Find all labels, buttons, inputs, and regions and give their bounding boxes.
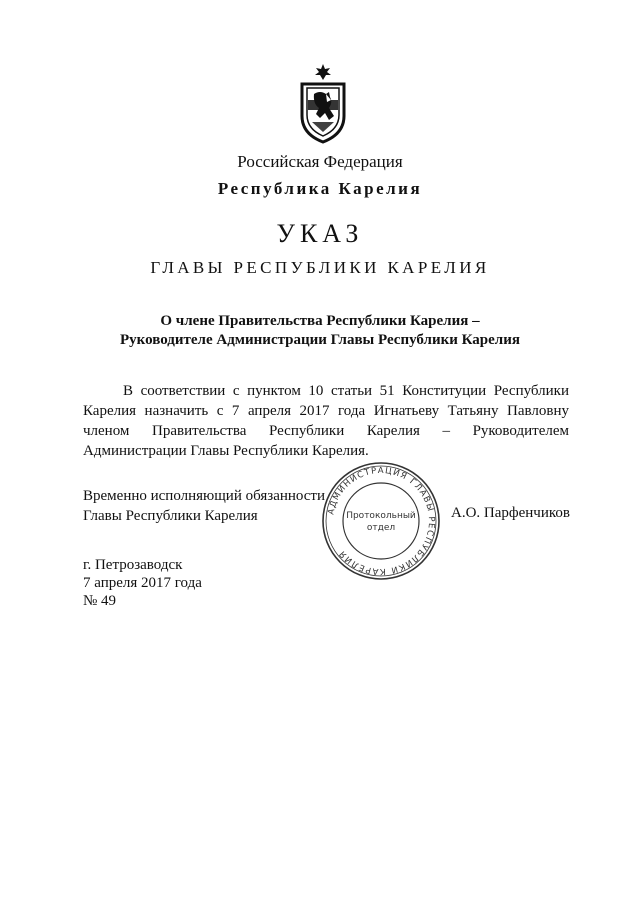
stamp-center-line-2: отдел [366,523,396,533]
seal-stamp-icon [320,460,442,582]
signatory-title-line-2: Главы Республики Карелия [83,508,258,524]
stamp-ring-text: АДМИНИСТРАЦИЯ ГЛАВЫ РЕСПУБЛИКИ КАРЕЛИЯ [326,465,437,577]
stamp-center-line-1: Протокольный [346,511,416,521]
issue-date: 7 апреля 2017 года [83,575,202,591]
decree-body-paragraph: В соответствии с пунктом 10 статьи 51 Конституции Республики Карелия назначить с 7 апреля 2017 года Игнатьеву Татьяну Павловну членом Правительства Республики Карелия – Руководителем Администрации Главы Республики Карелия. [83,383,569,459]
signatory-title-line-1: Временно исполняющий обязанности [83,488,326,504]
subject-line-1: О члене Правительства Республики Карелия – [160,313,480,329]
signatory-title [83,486,325,526]
issuer-heading: ГЛАВЫ РЕСПУБЛИКИ КАРЕЛИЯ [150,258,490,277]
country-name: Российская Федерация [237,152,403,171]
coat-of-arms-icon [296,64,350,144]
decree-footer [83,556,202,610]
document-type-title: УКАЗ [276,219,364,248]
republic-name: Республика Карелия [217,179,423,198]
subject-line-2: Руководителе Администрации Главы Республики Карелия [120,332,520,348]
decree-subject [0,312,640,350]
decree-number: № 49 [83,593,117,609]
signatory-name: А.О. Парфенчиков [451,505,570,521]
issue-city: г. Петрозаводск [83,557,183,573]
